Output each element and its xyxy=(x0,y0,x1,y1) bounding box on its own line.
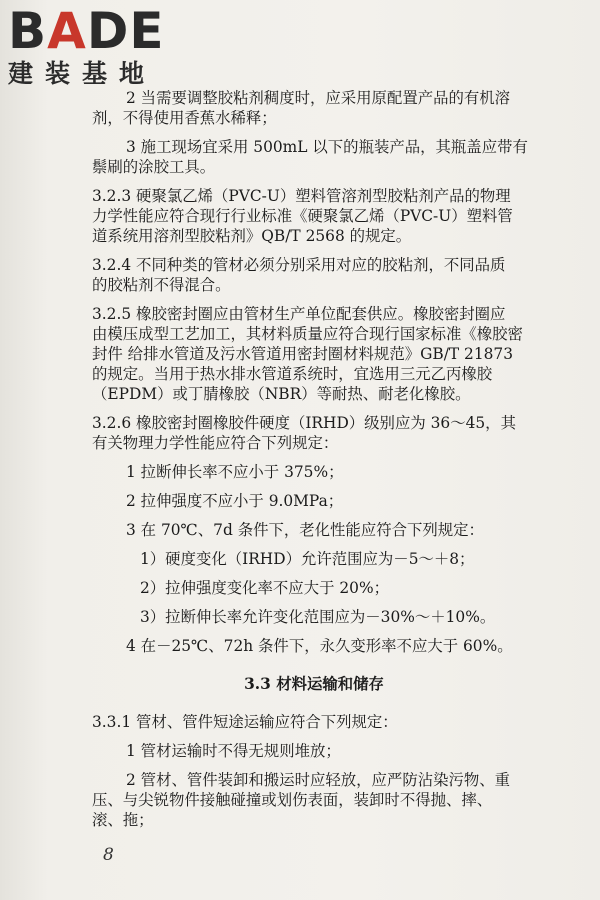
clause-text: 3.2.6 橡胶密封圈橡胶件硬度（IRHD）级别应为 36～45，其 xyxy=(92,414,516,432)
clause-text: 鬃刷的涂胶工具。 xyxy=(92,158,216,176)
clause-text: 剂，不得使用香蕉水稀释； xyxy=(92,109,277,127)
clause-text: 由模压成型工艺加工，其材料质量应符合现行国家标准《橡胶密 xyxy=(92,325,523,343)
clause-text: 3 施工现场宜采用 500mL 以下的瓶装产品，其瓶盖应带有 xyxy=(126,138,528,156)
list-item: 1 管材运输时不得无规则堆放； xyxy=(126,742,341,760)
sub-list-item: 1）硬度变化（IRHD）允许范围应为－5～＋8； xyxy=(140,550,475,568)
logo-mark: BADE xyxy=(8,2,165,60)
clause-text: 的胶粘剂不得混合。 xyxy=(92,276,231,294)
list-item: 1 拉断伸长率不应小于 375%； xyxy=(126,463,344,481)
clause-text: （EPDM）或丁腈橡胶（NBR）等耐热、耐老化橡胶。 xyxy=(92,385,471,403)
clause-text: 3.2.3 硬聚氯乙烯（PVC-U）塑料管溶剂型胶粘剂产品的物理 xyxy=(92,187,511,205)
clause-text: 3.2.4 不同种类的管材必须分别采用对应的胶粘剂，不同品质 xyxy=(92,256,506,274)
list-item: 4 在－25℃、72h 条件下，永久变形率不应大于 60%。 xyxy=(126,637,513,655)
list-item: 3 在 70℃、7d 条件下，老化性能应符合下列规定： xyxy=(126,521,484,539)
clause-text: 道系统用溶剂型胶粘剂》QB/T 2568 的规定。 xyxy=(92,227,412,245)
clause-text: 压、与尖锐物件接触碰撞或划伤表面，装卸时不得抛、摔、 xyxy=(92,791,493,809)
clause-text: 的规定。当用于热水排水管道系统时，宜选用三元乙丙橡胶 xyxy=(92,365,493,383)
clause-text: 2 当需要调整胶粘剂稠度时，应采用原配置产品的有机溶 xyxy=(126,89,511,107)
clause-text: 滚、拖； xyxy=(92,811,154,829)
page-body xyxy=(92,88,536,830)
clause-text: 封件 给排水管道及污水管道用密封圈材料规范》GB/T 21873 xyxy=(92,345,514,363)
logo-subtitle: 建装基地 xyxy=(8,59,157,88)
list-item: 2 拉伸强度不应小于 9.0MPa； xyxy=(126,492,344,510)
bade-logo xyxy=(8,2,198,88)
clause-text: 3.3.1 管材、管件短途运输应符合下列规定： xyxy=(92,713,398,731)
sub-list-item: 2）拉伸强度变化率不应大于 20%； xyxy=(140,579,389,597)
clause-text: 力学性能应符合现行行业标准《硬聚氯乙烯（PVC-U）塑料管 xyxy=(92,207,513,225)
list-item: 2 管材、管件装卸和搬运时应轻放，应严防沾染污物、重 xyxy=(126,771,511,789)
clause-text: 3.2.5 橡胶密封圈应由管材生产单位配套供应。橡胶密封圈应 xyxy=(92,305,506,323)
section-heading: 3.3 材料运输和储存 xyxy=(244,675,384,693)
clause-text: 有关物理力学性能应符合下列规定： xyxy=(92,434,339,452)
page-number: 8 xyxy=(103,845,114,865)
sub-list-item: 3）拉断伸长率允许变化范围应为－30%～＋10%。 xyxy=(140,608,496,626)
